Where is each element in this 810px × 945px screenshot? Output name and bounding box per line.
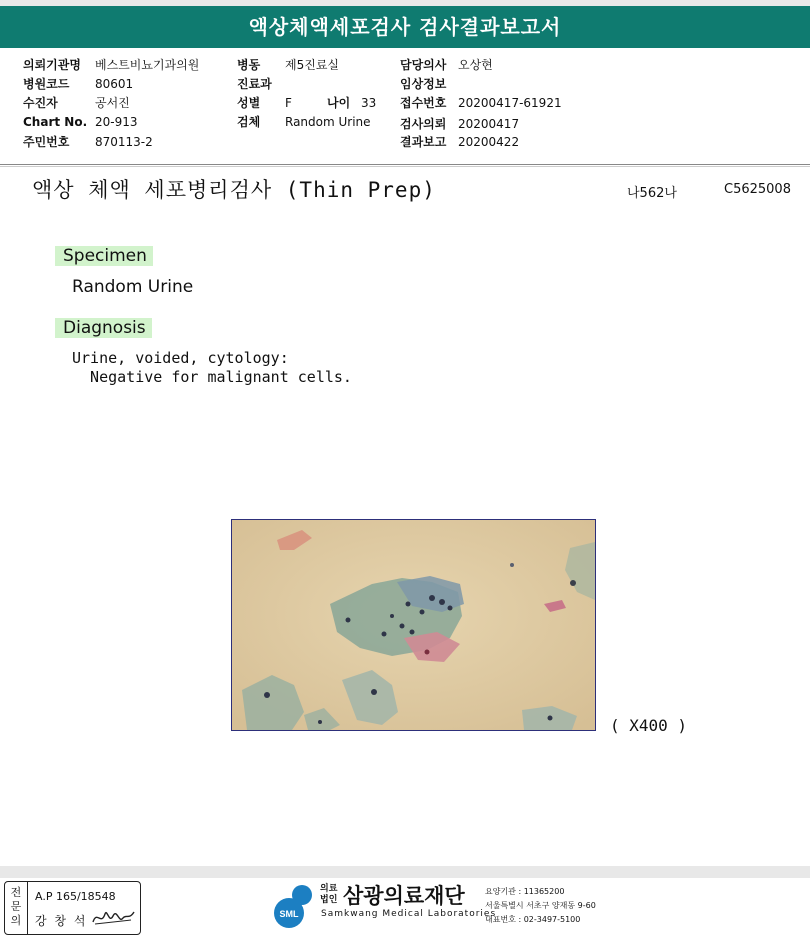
bottom-band	[0, 866, 810, 878]
info-row-institution: 의뢰기관명 베스트비뇨기과의원	[23, 58, 200, 72]
report-title: 액상 체액 세포병리검사 (Thin Prep)	[32, 178, 436, 202]
magnification-label: ( X400 )	[610, 716, 688, 735]
report-code-2: C5625008	[724, 182, 791, 197]
samkwang-logo-icon	[272, 883, 316, 929]
report-header-title: 액상체액세포검사 검사결과보고서	[0, 6, 810, 48]
info-row-hospital-code: 병원코드 80601	[23, 77, 134, 91]
diagnosis-text	[72, 349, 352, 387]
corp-name-en: Samkwang Medical Laboratories	[321, 909, 497, 919]
corp-type-line-2: 법인	[320, 895, 338, 905]
corp-name: 삼광의료재단	[343, 884, 465, 908]
divider	[0, 166, 810, 167]
info-row-ward: 병동 제5진료실	[237, 58, 340, 72]
diagnosis-heading: Diagnosis	[55, 318, 152, 338]
info-row-department: 진료과	[237, 77, 272, 91]
info-row-chart-no: Chart No. 20-913	[23, 115, 138, 129]
cytology-micrograph-drawing	[232, 520, 595, 730]
info-row-receipt-no: 접수번호 20200417-61921	[400, 96, 562, 110]
info-row-report-date: 결과보고 20200422	[400, 135, 520, 149]
specimen-heading: Specimen	[55, 246, 153, 266]
info-row-patient: 수진자 공서진	[23, 96, 130, 110]
info-row-doctor: 담당의사 오상현	[400, 58, 493, 72]
corp-type	[320, 884, 337, 906]
corp-type-line-1: 의료	[320, 884, 338, 894]
info-row-request-date: 검사의뢰 20200417	[400, 117, 520, 131]
report-code-1: 나562나	[627, 186, 677, 201]
info-row-specimen: 검체 Random Urine	[237, 115, 371, 129]
divider	[0, 164, 810, 165]
institution-code: 요양기관 : 11365200	[485, 887, 565, 896]
diagnosis-line-1: Urine, voided, cytology:	[72, 349, 289, 367]
license-number: A.P 165/18548	[35, 890, 116, 903]
signature-divider	[27, 882, 28, 934]
corp-phone: 대표번호 : 02-3497-5100	[485, 915, 581, 924]
info-row-clinical-info: 임상정보	[400, 77, 447, 91]
info-row-age: 나이 33	[327, 96, 377, 110]
svg-text:SML: SML	[279, 909, 299, 919]
pathologist-name: 강 창 석	[35, 914, 88, 928]
info-row-id-number: 주민번호 870113-2	[23, 135, 153, 149]
cytology-micrograph	[231, 519, 596, 731]
pathologist-signature-box	[4, 881, 141, 935]
handwritten-signature	[91, 906, 136, 928]
specimen-value: Random Urine	[72, 277, 194, 297]
info-row-sex: 성별 F	[237, 96, 292, 110]
diagnosis-line-2: Negative for malignant cells.	[72, 368, 352, 386]
corp-address: 서울특별시 서초구 양재동 9-60	[485, 901, 596, 910]
specialist-label: 전문의	[10, 886, 22, 927]
